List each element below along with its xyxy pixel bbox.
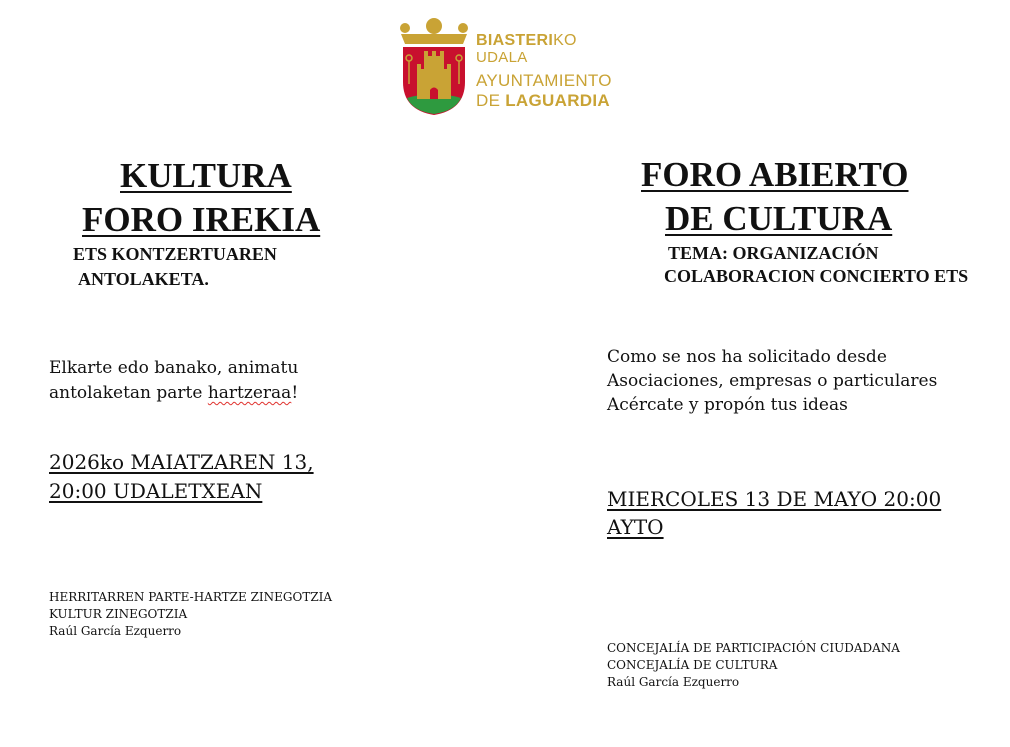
spanish-body-line-3: Acércate y propón tus ideas xyxy=(607,395,848,415)
spanish-subtitle-line-1: TEMA: ORGANIZACIÓN xyxy=(668,243,879,263)
spanish-signature-name: Raúl García Ezquerro xyxy=(607,675,740,689)
basque-date-line-1: 2026ko MAIATZAREN 13, xyxy=(49,450,314,474)
basque-signature-line-1: HERRITARREN PARTE-HARTZE ZINEGOTZIA xyxy=(49,590,333,604)
basque-title-line-1: KULTURA xyxy=(120,156,292,195)
spanish-date-line-2: AYTO xyxy=(607,515,664,539)
spanish-body-line-2: Asociaciones, empresas o particulares xyxy=(607,371,938,391)
logo-line-4: DE LAGUARDIA xyxy=(476,91,610,110)
basque-body-line-1: Elkarte edo banako, animatu xyxy=(49,358,299,378)
spanish-signature-line-2: CONCEJALÍA DE CULTURA xyxy=(607,658,778,672)
spanish-signature-line-1: CONCEJALÍA DE PARTICIPACIÓN CIUDADANA xyxy=(607,641,900,655)
spanish-date-line-1: MIERCOLES 13 DE MAYO 20:00 xyxy=(607,487,942,511)
spelling-error-word: hartzeraa xyxy=(207,383,292,403)
logo-line-3: AYUNTAMIENTO xyxy=(476,71,612,90)
logo-line-2: UDALA xyxy=(476,49,528,66)
basque-subtitle-line-2: ANTOLAKETA. xyxy=(78,269,209,289)
spanish-title-line-1: FORO ABIERTO xyxy=(641,155,909,194)
basque-date-line-2: 20:00 UDALETXEAN xyxy=(49,479,263,503)
logo-line-1: BIASTERIKO xyxy=(476,32,577,49)
basque-signature-line-2: KULTUR ZINEGOTZIA xyxy=(49,607,188,621)
spanish-subtitle-line-2: COLABORACION CONCIERTO ETS xyxy=(664,266,969,286)
basque-signature-name: Raúl García Ezquerro xyxy=(49,624,182,638)
basque-title-line-2: FORO IREKIA xyxy=(82,200,321,239)
coat-of-arms-icon xyxy=(397,14,475,118)
basque-subtitle-line-1: ETS KONTZERTUAREN xyxy=(73,244,277,264)
spanish-title-line-2: DE CULTURA xyxy=(665,199,893,238)
basque-body-line-2: antolaketan parte hartzeraa! xyxy=(49,383,299,403)
spanish-body-line-1: Como se nos ha solicitado desde xyxy=(607,347,887,367)
municipal-logo xyxy=(397,14,612,118)
